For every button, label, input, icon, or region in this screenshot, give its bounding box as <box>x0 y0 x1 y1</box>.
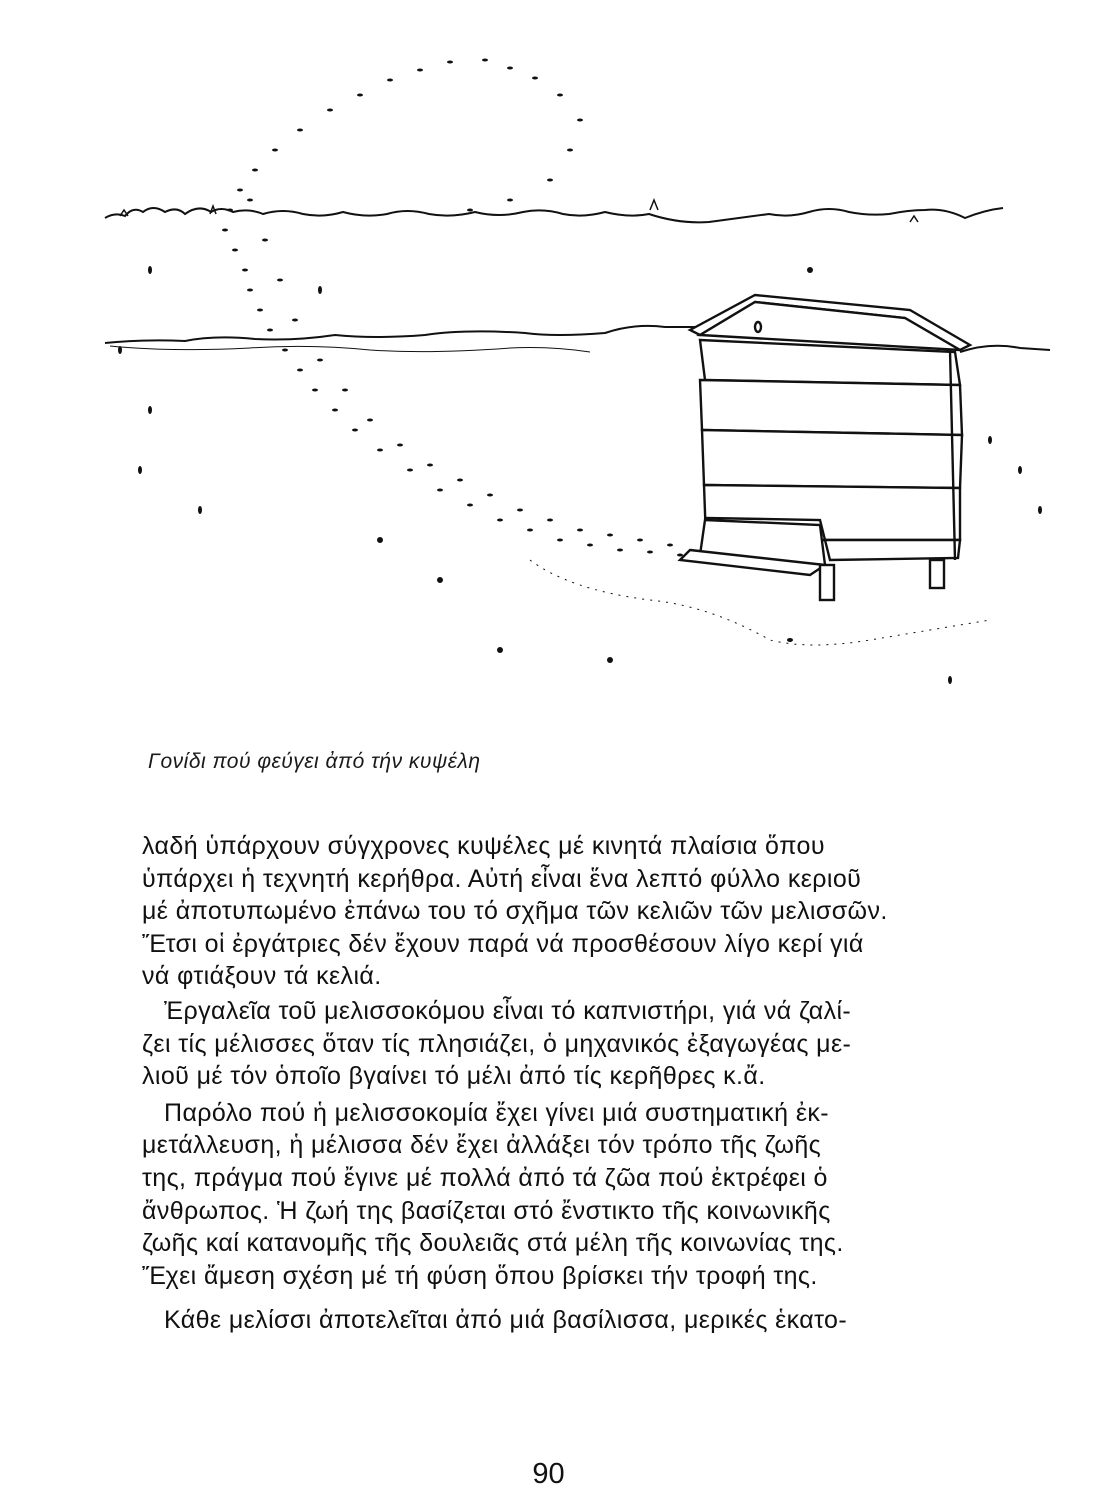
text-line: λαδή ὑπάρχουν σύγχρονες κυψέλες μέ κινητά πλαίσια ὅπου <box>142 832 825 860</box>
body-text <box>142 830 1012 1337</box>
paragraph <box>142 1097 1012 1293</box>
figure-caption: Γονίδι πού φεύγει ἀπό τήν κυψέλη <box>148 750 481 773</box>
paragraph <box>142 1304 1012 1337</box>
paragraph <box>142 995 1012 1093</box>
page-number: 90 <box>532 1458 565 1490</box>
text-line: λιοῦ μέ τόν ὁποῖο βγαίνει τό μέλι ἀπό τίς κερῆθρες κ.ἄ. <box>142 1062 766 1091</box>
text-line: Παρόλο πού ἡ μελισσοκομία ἔχει γίνει μιά συστηματική ἐκ- <box>164 1098 830 1127</box>
text-line: της, πράγμα πού ἔγινε μέ πολλά ἀπό τά ζῶα πού ἐκτρέφει ὁ <box>142 1163 828 1192</box>
tree-line <box>105 208 1003 222</box>
swarm-leaving-hive-illustration <box>90 40 1070 720</box>
text-line: νά φτιάξουν τά κελιά. <box>142 962 382 991</box>
text-line: μέ ἀποτυπωμένο ἐπάνω του τό σχῆμα τῶν κελιῶν τῶν μελισσῶν. <box>142 897 888 926</box>
text-line: μετάλλευση, ἡ μέλισσα δέν ἔχει ἀλλάξει τόν τρόπο τῆς ζωῆς <box>142 1131 822 1160</box>
text-line: Ἐργαλεῖα τοῦ μελισσοκόμου εἶναι τό καπνιστήρι, γιά νά ζαλί- <box>164 996 852 1025</box>
text-line: ὑπάρχει ἡ τεχνητή κερήθρα. Αὐτή εἶναι ἕνα λεπτό φύλλο κεριοῦ <box>142 864 862 893</box>
beehive <box>680 295 970 600</box>
text-line: ζει τίς μέλισσες ὅταν τίς πλησιάζει, ὁ μηχανικός ἐξαγωγέας με- <box>142 1029 852 1058</box>
text-line: Ἔτσι οἱ ἐργάτριες δέν ἔχουν παρά νά προσθέσουν λίγο κερί γιά <box>142 929 864 958</box>
text-line: Κάθε μελίσσι ἀποτελεῖται ἀπό μιά βασίλισσα, μερικές ἑκατο- <box>164 1306 848 1335</box>
paragraph <box>142 830 1012 993</box>
text-line: Ἔχει ἄμεση σχέση μέ τή φύση ὅπου βρίσκει τήν τροφή της. <box>142 1261 818 1290</box>
text-line: ζωῆς καί κατανομῆς τῆς δουλειᾶς στά μέλη τῆς κοινωνίας της. <box>142 1229 844 1258</box>
text-line: ἄνθρωπος. Ἡ ζωή της βασίζεται στό ἔνστικτο τῆς κοινωνικῆς <box>142 1196 831 1225</box>
